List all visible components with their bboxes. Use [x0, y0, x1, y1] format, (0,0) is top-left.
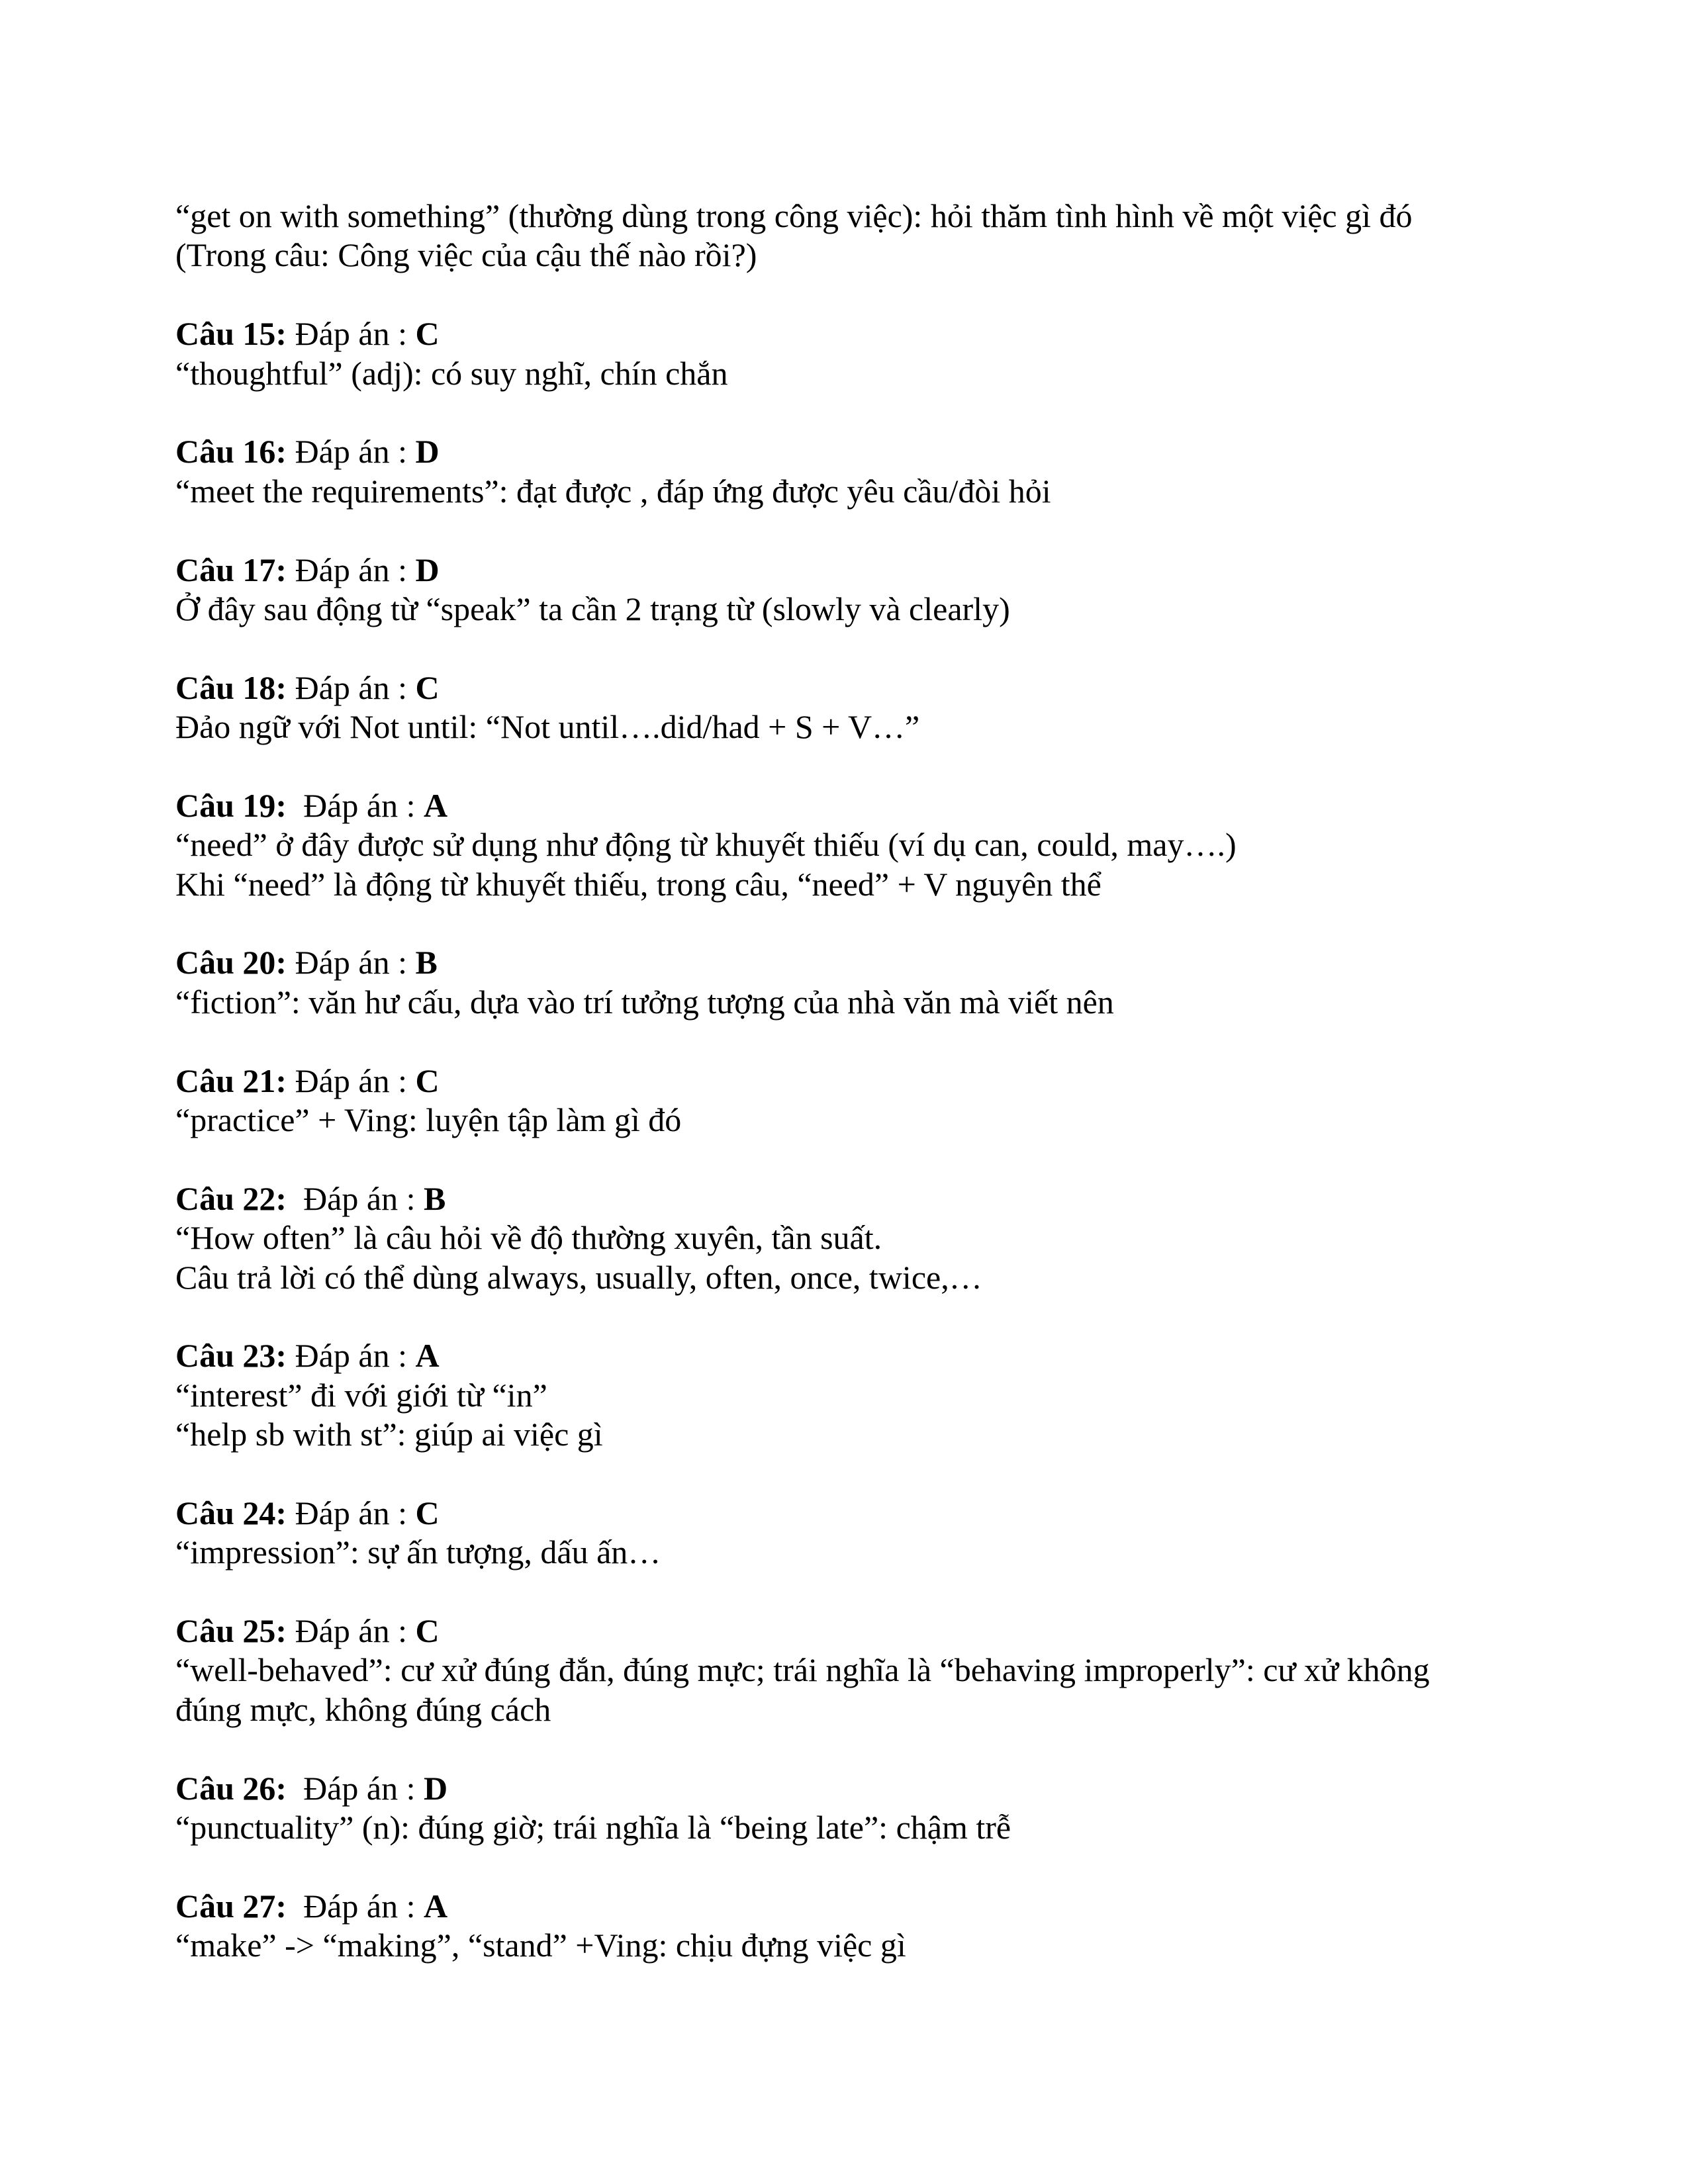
- explanation-line: Khi “need” là động từ khuyết thiếu, trong câu, “need” + V nguyên thể: [175, 865, 1102, 903]
- answer-separator: Đáp án :: [287, 1179, 424, 1217]
- question-label: Câu 24:: [175, 1494, 287, 1531]
- question-label: Câu 22:: [175, 1179, 287, 1217]
- answer-letter: D: [423, 1769, 448, 1807]
- answer-separator: Đáp án :: [287, 944, 416, 981]
- question-heading: [175, 1612, 1532, 1651]
- explanation-line: Đảo ngữ với Not until: “Not until….did/had + S + V…”: [175, 708, 920, 746]
- question-heading: [175, 551, 1532, 590]
- question-label: Câu 23:: [175, 1337, 287, 1375]
- question-heading: [175, 786, 1532, 825]
- question-label: Câu 18:: [175, 668, 287, 706]
- answer-separator: Đáp án :: [287, 1612, 416, 1650]
- spacer: [175, 1455, 1532, 1494]
- answer-letter: B: [423, 1179, 446, 1217]
- question-heading: [175, 1179, 1532, 1218]
- intro-line: (Trong câu: Công việc của cậu thế nào rồi?): [175, 236, 757, 274]
- spacer: [175, 747, 1532, 786]
- explanation-line: “need” ở đây được sử dụng như động từ khuyết thiếu (ví dụ can, could, may….): [175, 826, 1237, 864]
- answer-letter: A: [423, 1887, 448, 1925]
- answer-letter: C: [415, 668, 440, 706]
- spacer: [175, 904, 1532, 943]
- answer-separator: Đáp án :: [287, 668, 416, 706]
- spacer: [175, 511, 1532, 550]
- question-heading: [175, 1887, 1532, 1926]
- question-heading: [175, 943, 1532, 982]
- answer-separator: Đáp án :: [287, 1769, 424, 1807]
- spacer: [175, 629, 1532, 668]
- question-label: Câu 19:: [175, 786, 287, 824]
- question-heading: [175, 432, 1532, 471]
- question-heading: [175, 668, 1532, 707]
- question-label: Câu 25:: [175, 1612, 287, 1650]
- explanation-line: “practice” + Ving: luyện tập làm gì đó: [175, 1101, 682, 1138]
- explanation-line: “How often” là câu hỏi về độ thường xuyên, tần suất.: [175, 1219, 882, 1257]
- question-label: Câu 20:: [175, 944, 287, 981]
- answer-separator: Đáp án :: [287, 1062, 416, 1099]
- explanation-line: “impression”: sự ấn tượng, dấu ấn…: [175, 1533, 661, 1571]
- question-label: Câu 16:: [175, 433, 287, 471]
- question-label: Câu 27:: [175, 1887, 287, 1925]
- answer-separator: Đáp án :: [287, 433, 416, 471]
- spacer: [175, 275, 1532, 314]
- explanation-line: “well-behaved”: cư xử đúng đắn, đúng mực; trái nghĩa là “behaving improperly”: cư xử không: [175, 1651, 1430, 1689]
- explanation-line: “make” -> “making”, “stand” +Ving: chịu đựng việc gì: [175, 1927, 906, 1964]
- document-page: [175, 197, 1532, 1966]
- answer-separator: Đáp án :: [287, 1494, 416, 1531]
- spacer: [175, 1572, 1532, 1612]
- intro-line: “get on with something” (thường dùng trong công việc): hỏi thăm tình hình về một việc gì đó: [175, 197, 1413, 234]
- answer-letter: A: [415, 1337, 440, 1375]
- answer-list: [175, 275, 1532, 1966]
- question-heading: [175, 1494, 1532, 1533]
- explanation-line: “interest” đi với giới từ “in”: [175, 1376, 547, 1414]
- question-label: Câu 15:: [175, 315, 287, 353]
- explanation-line: “help sb with st”: giúp ai việc gì: [175, 1416, 603, 1453]
- answer-letter: D: [415, 551, 440, 588]
- explanation-line: Câu trả lời có thể dùng always, usually, often, once, twice,…: [175, 1258, 982, 1296]
- question-label: Câu 17:: [175, 551, 287, 588]
- answer-letter: C: [415, 1062, 440, 1099]
- answer-separator: Đáp án :: [287, 786, 424, 824]
- question-heading: [175, 1336, 1532, 1375]
- question-heading: [175, 314, 1532, 353]
- spacer: [175, 393, 1532, 432]
- explanation-line: Ở đây sau động từ “speak” ta cần 2 trạng từ (slowly và clearly): [175, 590, 1010, 627]
- question-label: Câu 21:: [175, 1062, 287, 1099]
- answer-letter: B: [415, 944, 438, 981]
- spacer: [175, 1022, 1532, 1061]
- answer-letter: A: [423, 786, 448, 824]
- spacer: [175, 1729, 1532, 1768]
- answer-separator: Đáp án :: [287, 551, 416, 588]
- answer-letter: C: [415, 315, 440, 353]
- answer-letter: D: [415, 433, 440, 471]
- question-heading: [175, 1062, 1532, 1101]
- spacer: [175, 1140, 1532, 1179]
- spacer: [175, 1297, 1532, 1336]
- explanation-line: “punctuality” (n): đúng giờ; trái nghĩa là “being late”: chậm trễ: [175, 1809, 1011, 1846]
- answer-letter: C: [415, 1612, 440, 1650]
- question-label: Câu 26:: [175, 1769, 287, 1807]
- spacer: [175, 1847, 1532, 1886]
- explanation-line: “meet the requirements”: đạt được , đáp ứng được yêu cầu/đòi hỏi: [175, 472, 1051, 510]
- answer-letter: C: [415, 1494, 440, 1531]
- answer-separator: Đáp án :: [287, 315, 416, 353]
- answer-separator: Đáp án :: [287, 1887, 424, 1925]
- question-heading: [175, 1769, 1532, 1808]
- explanation-line: “fiction”: văn hư cấu, dựa vào trí tưởng tượng của nhà văn mà viết nên: [175, 983, 1114, 1021]
- explanation-line: đúng mực, không đúng cách: [175, 1690, 551, 1728]
- answer-separator: Đáp án :: [287, 1337, 416, 1375]
- explanation-line: “thoughtful” (adj): có suy nghĩ, chín chắn: [175, 354, 728, 392]
